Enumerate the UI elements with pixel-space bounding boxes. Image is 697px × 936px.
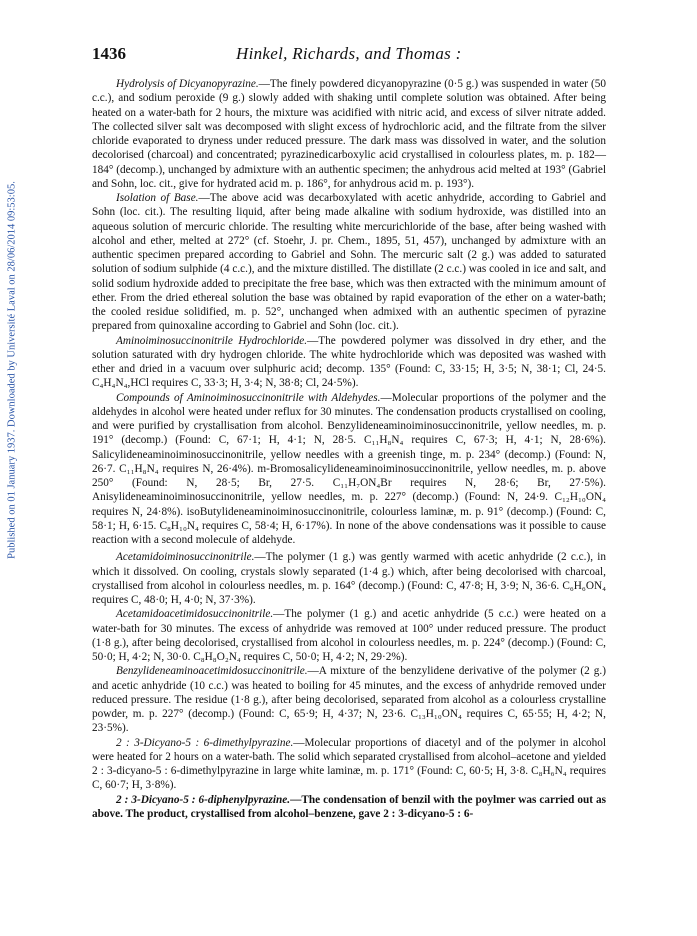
article-body xyxy=(92,77,606,821)
page-number: 1436 xyxy=(92,44,126,63)
heading-hydrochloride: Aminoiminosuccinonitrile Hydrochloride. xyxy=(116,334,308,347)
text-hydrochloride: —The powdered polymer was dissolved in dry ether, and the solution saturated with dry hydrogen chloride. The white hydrochloride which was deposited was washed with ether and dried in a vacuum over sulphuric acid; decomp. 135° (Found: C, 33·15; H, 3·5; N, 38·1; Cl, 24·5. C₄H₄N₄,HCl requires C, 33·3; H, 3·4; N, 38·8; Cl, 24·5%). xyxy=(92,334,606,390)
text-isolation: —The above acid was decarboxylated with acetic anhydride, according to Gabriel and Sohn (loc. cit.). The resulting liquid, after being made alkaline with sodium hydroxide, was distilled into an aqueous solution of mercuric chloride. The resulting white mercurichloride of the base, after being washed with alcohol and ether, melted at 272° (cf. Stoehr, J. pr. Chem., 1895, 51, 457), unchanged by admixture with an authentic specimen prepared according to Gabriel and Sohn. The mercuric salt (2 g.) was added to saturated solution of sodium sulphide (4 c.c.), and the mixture distilled. The distillate (2 c.c.) was cooled in ice and salt, and solid sodium hydroxide added to precipitate the free base, which was then extracted with the minimum amount of ether. From the dried ethereal solution the base was obtained by rapid evaporation of the ether on a water-bath; the cooled residue solidified, m. p. 52°, unchanged when admixed with an authentic specimen of pyrazine prepared from quinoxaline according to Gabriel and Sohn (loc. cit.). xyxy=(92,192,606,333)
heading-dimethylpyrazine: 2 : 3-Dicyano-5 : 6-dimethylpyrazine. xyxy=(116,736,294,749)
publication-note-text: Published on 01 January 1937. Downloaded by Université Laval on 28/06/2014 09:53:05. xyxy=(6,181,18,559)
heading-diphenylpyrazine: 2 : 3-Dicyano-5 : 6-diphenylpyrazine. xyxy=(116,793,291,806)
paragraph-aldehydes xyxy=(92,391,606,548)
paragraph-hydrolysis xyxy=(92,77,606,191)
text-hydrolysis: —The finely powdered dicyanopyrazine (0·5 g.) was suspended in water (50 c.c.), and sodium peroxide (9 g.) slowly added with shaking until complete solution was obtained. After being heated on a water-bath for 2 hours, the mixture was acidified with nitric acid, and excess of silver nitrate added. The collected silver salt was decomposed with slight excess of hydrochloric acid, and the filtrate from the silver chloride evaporated to dryness under reduced pressure. The dark mass was dissolved in water, and the solution decolorised (charcoal) and concentrated; pyrazinedicarboxylic acid crystallised in colourless plates, m. p. 182—184° (decomp.), unchanged by admixture with an authentic specimen; the anhydrous acid melted at 193° (Gabriel and Sohn, loc. cit., give for hydrated acid m. p. 186°, for anhydrous acid m. p. 193°). xyxy=(92,78,606,190)
heading-acetamidoacetimido: Acetamidoacetimidosuccinonitrile. xyxy=(116,608,274,621)
heading-acetamidoimino: Acetamidoiminosuccinonitrile. xyxy=(116,551,255,564)
text-diphenylpyrazine: —The condensation of benzil with the poylmer was carried out as above. The product, crystallised from alcohol–benzene, gave 2 : 3-dicyano-5 : 6- xyxy=(92,793,606,820)
text-aldehydes: —Molecular proportions of the polymer and the aldehydes in alcohol were heated under reflux for 30 minutes. The condensation products crystallised on cooling, and were purified by crystallisation from alcohol. Benzylideneaminoiminosuccinonitrile, yellow needles, m. p. 191° (decomp.) (Found: C, 67·1; H, 4·1; N, 28·5. C₁₁H₈N₄ requires C, 67·3; H, 4·1; N, 28·6%). Salicylideneaminoiminosuccinonitrile, yellow needles with a greenish tinge, m. p. 234° (decomp.) (Found: N, 26·7. C₁₁H₈N₄ requires N, 26·4%). m-Bromosalicylideneaminoiminosuccinonitrile, yellow needles, m. p. above 250° (Found: N, 28·5; Br, 27·5. C₁₁H₇ON₄Br requires N, 28·6; Br, 27·5%). Anisylideneaminoiminosuccinonitrile, yellow needles, m. p. 227° (decomp.) (Found: N, 24·9. C₁₂H₁₀ON₄ requires N, 24·8%). isoButylideneaminoiminosuccinonitrile, colourless laminæ, m. p. 91° (decomp.) (Found: C, 58·1; H, 6·15. C₈H₁₀N₄ requires C, 58·4; H, 6·17%). In none of the above condensations was it possible to cause reaction with a second molecule of aldehyde. xyxy=(92,391,606,546)
paragraph-benzylidene xyxy=(92,664,606,735)
paragraph-acetamidoimino xyxy=(92,550,606,607)
heading-hydrolysis: Hydrolysis of Dicyanopyrazine. xyxy=(116,78,259,90)
text-benzylidene: —A mixture of the benzylidene derivative of the polymer (2 g.) and acetic anhydride (10 c.c.) was heated to boiling for 45 minutes, and the excess of anhydride removed under reduced pressure. The residue (1·8 g.), after being decolorised, separated from alcohol as a colourless crystalline powder, m. p. 227° (decomp.) (Found: C, 65·9; H, 4·37; N, 23·6. C₁₃H₁₀ON₄ requires C, 65·55; H, 4·2; N, 23·5%). xyxy=(92,665,606,735)
publication-sidebar-note xyxy=(2,180,22,560)
heading-isolation: Isolation of Base. xyxy=(116,192,199,204)
text-acetamidoacetimido: —The polymer (1 g.) and acetic anhydride (5 c.c.) were heated on a water-bath for 30 minutes. The excess of anhydride was removed at 100° under reduced pressure. The product (1·8 g.), after being decolorised, crystallised from alcohol in colourless needles, m. p. 224° (decomp.) (Found: C, 50·0; H, 4·2; N, 30·0. C₈H₈O₂N₄ requires C, 50·0; H, 4·2; N, 29·2%). xyxy=(92,608,606,663)
running-title: Hinkel, Richards, and Thomas : xyxy=(236,44,462,63)
paragraph-dimethylpyrazine xyxy=(92,736,606,793)
paragraph-hydrochloride xyxy=(92,334,606,391)
text-acetamidoimino: —The polymer (1 g.) was gently warmed with acetic anhydride (2 c.c.), in which it dissolved. On cooling, crystals slowly separated (1·4 g.) which, after being decolorised with charcoal, crystallised from alcohol in colourless needles, m. p. 164° (decomp.) (Found: C, 47·8; H, 3·9; N, 36·6. C₆H₆ON₄ requires C, 48·0; H, 4·0; N, 37·3%). xyxy=(92,551,606,606)
paragraph-isolation xyxy=(92,191,606,334)
paragraph-diphenylpyrazine xyxy=(92,793,606,822)
heading-benzylidene: Benzylideneaminoacetimidosuccinonitrile. xyxy=(116,665,308,678)
text-dimethylpyrazine: —Molecular proportions of diacetyl and of the polymer in alcohol were heated for 2 hours on a water-bath. The solid which separated crystallised from alcohol–acetone and yielded 2 : 3-dicyano-5 : 6-dimethylpyrazine in large white laminæ, m. p. 171° (Found: C, 60·5; H, 3·8. C₈H₆N₄ requires C, 60·7; H, 3·8%). xyxy=(92,736,607,792)
heading-aldehydes: Compounds of Aminoiminosuccinonitrile with Aldehydes. xyxy=(116,391,381,404)
running-header xyxy=(92,44,612,64)
paragraph-acetamidoacetimido xyxy=(92,607,606,664)
